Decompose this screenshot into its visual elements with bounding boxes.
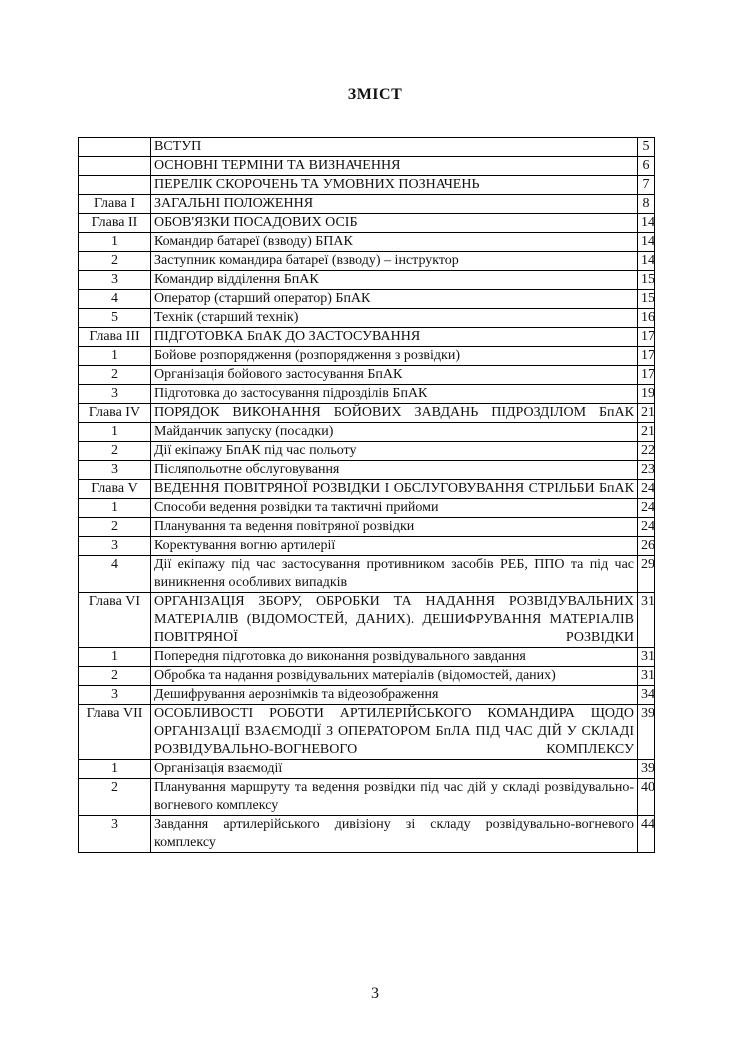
toc-row-title: Коректування вогню артилерії — [151, 537, 638, 556]
toc-row — [79, 816, 655, 853]
toc-row-page: 21 — [638, 404, 655, 423]
toc-row — [79, 385, 655, 404]
toc-row — [79, 760, 655, 779]
toc-row-title: Обробка та надання розвідувальних матеріалів (відомостей, даних) — [151, 667, 638, 686]
toc-row-page: 15 — [638, 290, 655, 309]
toc-row-number — [79, 176, 151, 195]
toc-row-number: 1 — [79, 233, 151, 252]
toc-row — [79, 138, 655, 157]
toc-row-page: 14 — [638, 252, 655, 271]
toc-row-title: Планування маршруту та ведення розвідки під час дій у складі розвідувально-вогневого комплексу — [151, 779, 638, 816]
toc-row-title: Командир відділення БпАК — [151, 271, 638, 290]
toc-row — [79, 195, 655, 214]
toc-row-number: 1 — [79, 648, 151, 667]
toc-row-page: 14 — [638, 214, 655, 233]
toc-row-page: 24 — [638, 518, 655, 537]
toc-row-page: 44 — [638, 816, 655, 853]
toc-row-number: 5 — [79, 309, 151, 328]
toc-row-page: 19 — [638, 385, 655, 404]
toc-row-number: 3 — [79, 537, 151, 556]
toc-row-page: 39 — [638, 760, 655, 779]
toc-row-number: Глава II — [79, 214, 151, 233]
toc-row-number: 3 — [79, 816, 151, 853]
toc-row — [79, 214, 655, 233]
toc-row-title: Майданчик запуску (посадки) — [151, 423, 638, 442]
toc-row — [79, 593, 655, 648]
toc-row-page: 24 — [638, 480, 655, 499]
toc-row-title: Заступник командира батареї (взводу) – інструктор — [151, 252, 638, 271]
toc-row-title: Оператор (старший оператор) БпАК — [151, 290, 638, 309]
toc-row-page: 29 — [638, 556, 655, 593]
toc-row — [79, 404, 655, 423]
toc-row-number: 2 — [79, 442, 151, 461]
toc-row-page: 6 — [638, 157, 655, 176]
toc-row-title: ВЕДЕННЯ ПОВІТРЯНОЇ РОЗВІДКИ І ОБСЛУГОВУВАННЯ СТРІЛЬБИ БпАК — [151, 480, 638, 499]
toc-row-page: 31 — [638, 667, 655, 686]
toc-row-page: 7 — [638, 176, 655, 195]
toc-row-page: 39 — [638, 705, 655, 760]
toc-row-number: 2 — [79, 779, 151, 816]
toc-row-title: Бойове розпорядження (розпорядження з розвідки) — [151, 347, 638, 366]
toc-row-page: 31 — [638, 593, 655, 648]
toc-row-title: ОБОВ'ЯЗКИ ПОСАДОВИХ ОСІБ — [151, 214, 638, 233]
toc-row-title: Дешифрування аерознімків та відеозображення — [151, 686, 638, 705]
toc-row — [79, 779, 655, 816]
toc-row-title: ПЕРЕЛІК СКОРОЧЕНЬ ТА УМОВНИХ ПОЗНАЧЕНЬ — [151, 176, 638, 195]
toc-row-number: 2 — [79, 366, 151, 385]
toc-row-page: 21 — [638, 423, 655, 442]
page-number: 3 — [371, 985, 379, 1002]
toc-row — [79, 233, 655, 252]
toc-row-title: ПОРЯДОК ВИКОНАННЯ БОЙОВИХ ЗАВДАНЬ ПІДРОЗДІЛОМ БпАК — [151, 404, 638, 423]
toc-row-number: 2 — [79, 252, 151, 271]
toc-row-page: 16 — [638, 309, 655, 328]
toc-row-title: Післяпольотне обслуговування — [151, 461, 638, 480]
toc-row — [79, 518, 655, 537]
toc-row — [79, 290, 655, 309]
toc-row-page: 23 — [638, 461, 655, 480]
toc-row — [79, 347, 655, 366]
toc-row-number: 3 — [79, 686, 151, 705]
toc-row-number: 2 — [79, 518, 151, 537]
toc-row-page: 17 — [638, 328, 655, 347]
toc-row — [79, 705, 655, 760]
toc-row — [79, 176, 655, 195]
toc-row-title: ОРГАНІЗАЦІЯ ЗБОРУ, ОБРОБКИ ТА НАДАННЯ РОЗВІДУВАЛЬНИХ МАТЕРІАЛІВ (ВІДОМОСТЕЙ, ДАНИХ). ДЕШИФРУВАННЯ МАТЕРІАЛІВ ПОВІТРЯНОЇ РОЗВІДКИ — [151, 593, 638, 648]
toc-row-title: ПІДГОТОВКА БпАК ДО ЗАСТОСУВАННЯ — [151, 328, 638, 347]
toc-row-number: Глава I — [79, 195, 151, 214]
toc-row-number — [79, 138, 151, 157]
toc-row-page: 24 — [638, 499, 655, 518]
toc-row-page: 40 — [638, 779, 655, 816]
toc-row-number: 4 — [79, 290, 151, 309]
toc-row — [79, 537, 655, 556]
toc-row — [79, 309, 655, 328]
toc-row-number: 3 — [79, 385, 151, 404]
toc-row-number: 1 — [79, 423, 151, 442]
toc-row-title: Підготовка до застосування підрозділів БпАК — [151, 385, 638, 404]
toc-row — [79, 499, 655, 518]
toc-row-title: ВСТУП — [151, 138, 638, 157]
toc-row — [79, 667, 655, 686]
toc-row-title: Дії екіпажу під час застосування противником засобів РЕБ, ППО та під час виникнення особливих випадків — [151, 556, 638, 593]
toc-row — [79, 556, 655, 593]
toc-row-title: ОСОБЛИВОСТІ РОБОТИ АРТИЛЕРІЙСЬКОГО КОМАНДИРА ЩОДО ОРГАНІЗАЦІЇ ВЗАЄМОДІЇ З ОПЕРАТОРОМ БпЛА ПІД ЧАС ДІЙ У СКЛАДІ РОЗВІДУВАЛЬНО-ВОГНЕВОГО КОМПЛЕКСУ — [151, 705, 638, 760]
toc-row — [79, 252, 655, 271]
toc-row-page: 15 — [638, 271, 655, 290]
toc-row-page: 17 — [638, 366, 655, 385]
page-title: ЗМІСТ — [347, 86, 403, 103]
toc-row — [79, 461, 655, 480]
toc-row-title: Технік (старший технік) — [151, 309, 638, 328]
toc-row — [79, 442, 655, 461]
toc-row-title: ЗАГАЛЬНІ ПОЛОЖЕННЯ — [151, 195, 638, 214]
toc-row-number: 3 — [79, 461, 151, 480]
toc-row — [79, 648, 655, 667]
toc-row — [79, 328, 655, 347]
toc-row-page: 34 — [638, 686, 655, 705]
toc-row-page: 5 — [638, 138, 655, 157]
toc-row-title: Способи ведення розвідки та тактичні прийоми — [151, 499, 638, 518]
toc-row-number: Глава V — [79, 480, 151, 499]
toc-row-number: Глава VII — [79, 705, 151, 760]
toc-row-page: 8 — [638, 195, 655, 214]
toc-row — [79, 271, 655, 290]
toc-row-number: Глава IV — [79, 404, 151, 423]
toc-row-page: 31 — [638, 648, 655, 667]
toc-row-number — [79, 157, 151, 176]
toc-row-number: 1 — [79, 499, 151, 518]
toc-row-page: 26 — [638, 537, 655, 556]
toc-row-number: 2 — [79, 667, 151, 686]
toc-row-title: Планування та ведення повітряної розвідки — [151, 518, 638, 537]
table-of-contents — [78, 137, 655, 853]
toc-row-title: Попередня підготовка до виконання розвідувального завдання — [151, 648, 638, 667]
toc-row-number: 3 — [79, 271, 151, 290]
toc-row-title: Завдання артилерійського дивізіону зі складу розвідувально-вогневого комплексу — [151, 816, 638, 853]
toc-row — [79, 480, 655, 499]
toc-row — [79, 157, 655, 176]
toc-row-page: 22 — [638, 442, 655, 461]
toc-row-title: ОСНОВНІ ТЕРМІНИ ТА ВИЗНАЧЕННЯ — [151, 157, 638, 176]
toc-row-page: 17 — [638, 347, 655, 366]
toc-row-number: 1 — [79, 760, 151, 779]
toc-row-page: 14 — [638, 233, 655, 252]
toc-row-number: 1 — [79, 347, 151, 366]
toc-row — [79, 366, 655, 385]
toc-row-number: Глава III — [79, 328, 151, 347]
toc-row-title: Організація бойового застосування БпАК — [151, 366, 638, 385]
toc-row — [79, 686, 655, 705]
toc-row-title: Командир батареї (взводу) БПАК — [151, 233, 638, 252]
toc-row-number: Глава VI — [79, 593, 151, 648]
toc-row-title: Організація взаємодії — [151, 760, 638, 779]
toc-body — [79, 138, 655, 853]
toc-row — [79, 423, 655, 442]
toc-row-number: 4 — [79, 556, 151, 593]
toc-row-title: Дії екіпажу БпАК під час польоту — [151, 442, 638, 461]
